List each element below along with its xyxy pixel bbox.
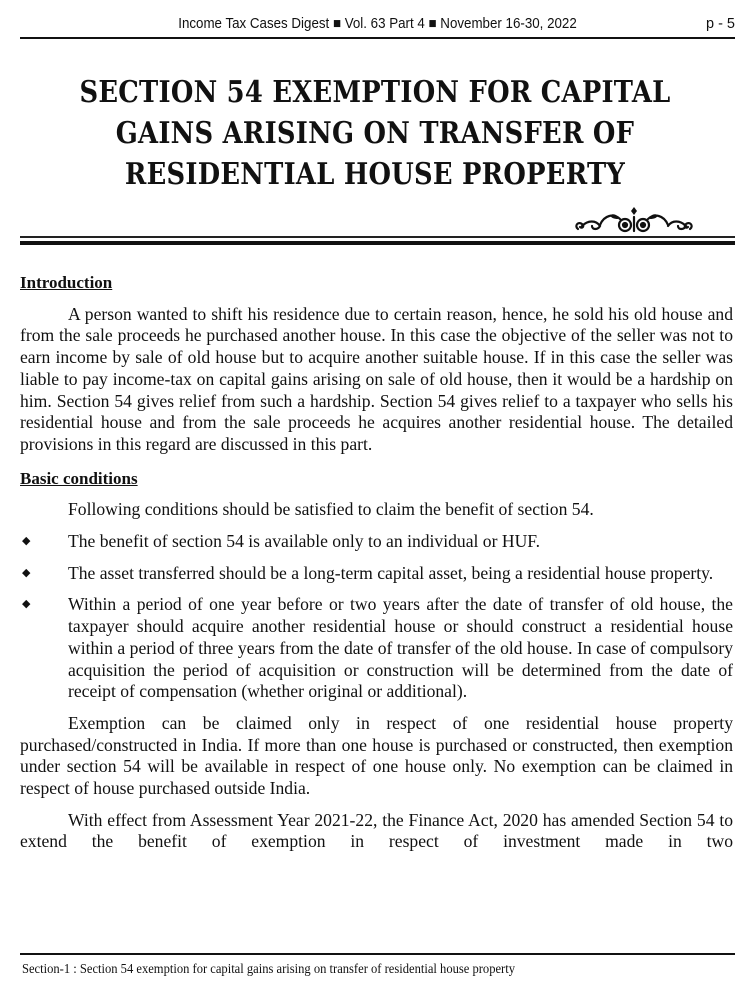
- list-item: [20, 531, 733, 553]
- section-heading-introduction: Introduction: [20, 273, 113, 292]
- introduction-paragraph: A person wanted to shift his residence due to certain reason, hence, he sold his old house and from the sale proceeds he purchased another house. In this case the objective of the seller was not to earn income by sale of old house but to acquire another suitable house. If in this case the seller was liable to pay income-tax on capital gains arising on sale of old house, then it would be a hardship on him. Section 54 gives relief from such a hardship. Section 54 gives relief to a taxpayer who sells his residential house and from the sale proceeds he acquires another residential house. The detailed provisions in this regard are discussed in this part.: [20, 303, 733, 454]
- list-item: [20, 594, 733, 703]
- header-divider: [20, 37, 735, 39]
- separator-square-icon: ■: [332, 16, 342, 32]
- page-number: p - 5: [705, 16, 735, 32]
- journal-name: Income Tax Cases Digest: [178, 16, 330, 32]
- title-divider-thin: [20, 236, 735, 238]
- footer-divider: [20, 953, 735, 955]
- list-item: [20, 563, 733, 585]
- header-journal-info: [49, 16, 707, 32]
- scroll-ornament-icon: [570, 205, 700, 235]
- conditions-lead: Following conditions should be satisfied to claim the benefit of section 54.: [68, 499, 594, 520]
- diamond-bullet-icon: ◆: [22, 598, 31, 611]
- issue-date: November 16-30, 2022: [440, 16, 577, 32]
- article-body: [20, 272, 733, 853]
- section-heading-basic-conditions: Basic conditions: [20, 468, 138, 488]
- list-item-text: The asset transferred should be a long-term capital asset, being a residential house property.: [68, 562, 714, 583]
- list-item-text: The benefit of section 54 is available only to an individual or HUF.: [68, 531, 541, 552]
- title-line: SECTION 54 EXEMPTION FOR CAPITAL: [79, 75, 671, 110]
- running-header: [20, 12, 735, 34]
- diamond-bullet-icon: ◆: [22, 535, 31, 548]
- title-divider-thick: [20, 241, 735, 245]
- list-item-text: Within a period of one year before or two years after the date of transfer of old house, the taxpayer should acquire another residential house or should construct a residential house within a period of three years from the date of transfer of the old house. In case of compulsory acquisition the period of acquisition or construction will be determined from the date of receipt of compensation (whether original or additional).: [68, 594, 733, 702]
- exemption-paragraph: Exemption can be claimed only in respect of one residential house property purchased/constructed in India. If more than one house is purchased or constructed, then exemption under section 54 will be available in respect of one house only. No exemption can be claimed in respect of house purchased outside India.: [20, 712, 733, 799]
- volume-info: Vol. 63 Part 4: [344, 16, 425, 32]
- title-line: RESIDENTIAL HOUSE PROPERTY: [124, 157, 626, 192]
- separator-square-icon: ■: [428, 16, 437, 32]
- page-title: [53, 72, 698, 195]
- diamond-bullet-icon: ◆: [22, 566, 31, 579]
- title-line: GAINS ARISING ON TRANSFER OF: [115, 116, 635, 151]
- running-footer: Section-1 : Section 54 exemption for capital gains arising on transfer of residential house property: [22, 961, 516, 976]
- amendment-paragraph: With effect from Assessment Year 2021-22, the Finance Act, 2020 has amended Section 54 to extend the benefit of exemption in respect of investment made in two: [20, 809, 733, 852]
